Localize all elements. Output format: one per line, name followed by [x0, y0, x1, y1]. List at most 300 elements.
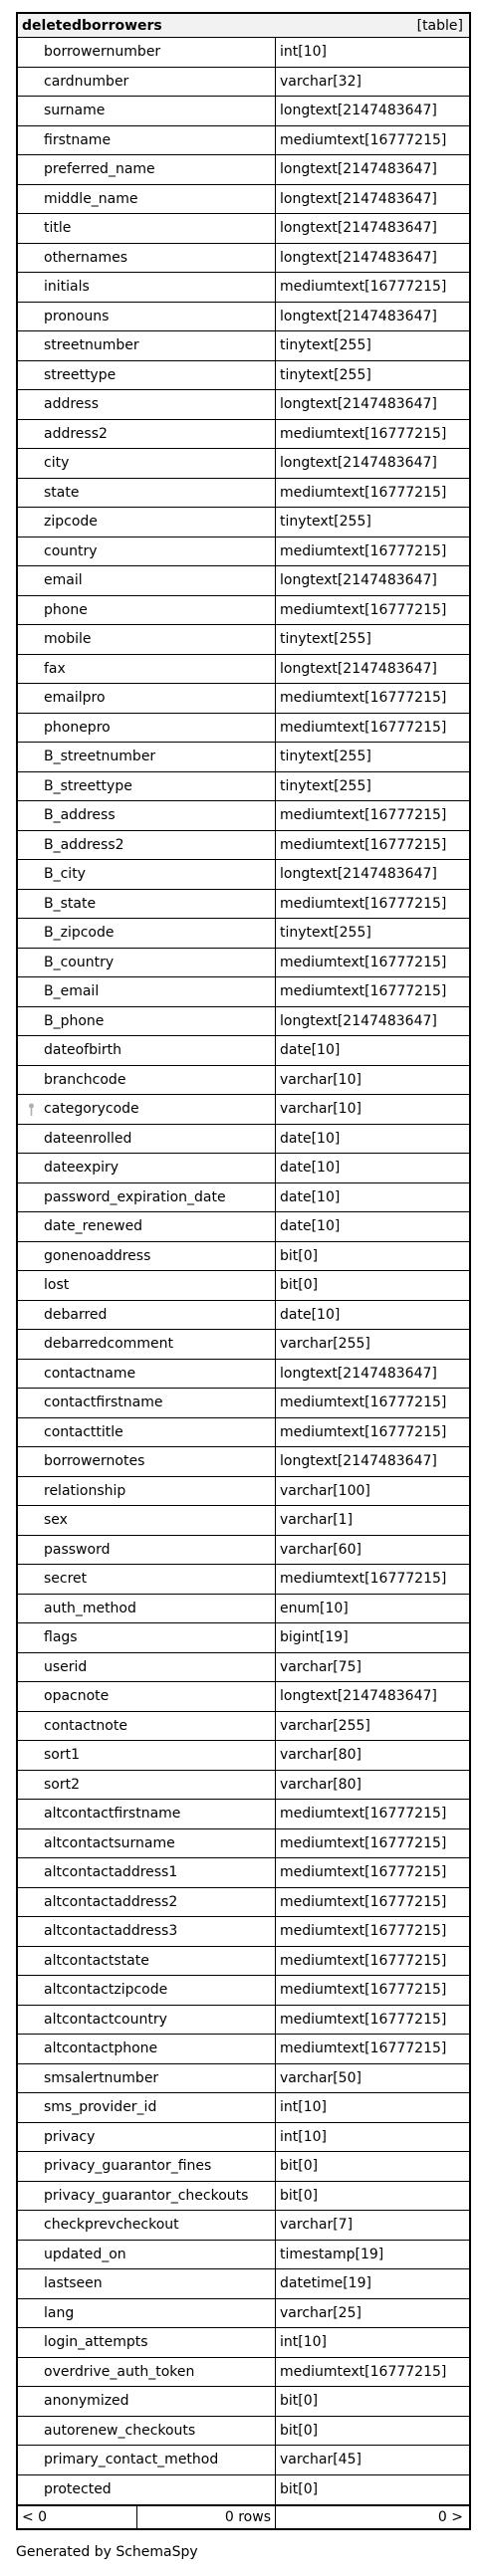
table-row[interactable] [18, 743, 469, 772]
column-type: date[10] [280, 1160, 341, 1177]
table-row[interactable] [18, 625, 469, 655]
column-name-text: B_address2 [44, 836, 124, 853]
column-name [18, 1477, 276, 1506]
table-row[interactable] [18, 537, 469, 567]
column-type: longtext[2147483647] [280, 103, 437, 119]
column-name-text: lost [44, 1277, 70, 1294]
column-name [18, 2006, 276, 2035]
table-row[interactable] [18, 2211, 469, 2241]
column-name-text: fax [44, 660, 66, 677]
column-name [18, 801, 276, 830]
column-name [18, 273, 276, 302]
column-type: varchar[60] [280, 1541, 361, 1558]
column-type: varchar[10] [280, 1101, 361, 1118]
column-name-text: smsalertnumber [44, 2069, 159, 2086]
parents-count[interactable]: < 0 [18, 2506, 137, 2528]
table-row[interactable] [18, 831, 469, 861]
table-row[interactable] [18, 1036, 469, 1066]
column-type: mediumtext[16777215] [280, 131, 447, 148]
column-type: bit[0] [280, 1277, 319, 1294]
column-name [18, 1389, 276, 1417]
column-type: mediumtext[16777215] [280, 1864, 447, 1881]
column-name [18, 860, 276, 889]
column-type: mediumtext[16777215] [280, 1395, 447, 1411]
column-name-text: pronouns [44, 308, 110, 324]
table-row[interactable] [18, 1418, 469, 1448]
table-row[interactable] [18, 331, 469, 361]
column-name [18, 2417, 276, 2446]
column-name-text: firstname [44, 131, 112, 148]
column-name-text: surname [44, 103, 106, 119]
table-row[interactable] [18, 2182, 469, 2212]
table-row[interactable] [18, 714, 469, 744]
column-name [18, 97, 276, 125]
column-name-text: preferred_name [44, 161, 155, 178]
column-name-text: streetnumber [44, 337, 139, 354]
column-type: mediumtext[16777215] [280, 1834, 447, 1851]
column-name-text: altcontactcountry [44, 2011, 167, 2028]
table-row[interactable] [18, 977, 469, 1007]
table-name[interactable]: deletedborrowers [22, 17, 162, 34]
column-name-text: mobile [44, 631, 92, 648]
column-name-text: altcontactfirstname [44, 1806, 181, 1823]
column-type: varchar[80] [280, 1747, 361, 1764]
column-type: tinytext[255] [280, 631, 371, 648]
column-type: varchar[7] [280, 2217, 354, 2234]
column-name [18, 1447, 276, 1476]
table-row[interactable] [18, 1242, 469, 1272]
table-row[interactable] [18, 2387, 469, 2417]
column-name-text: B_streetnumber [44, 749, 156, 765]
column-name [18, 1741, 276, 1770]
foreign-key-icon [28, 1103, 35, 1116]
column-name-text: login_attempts [44, 2334, 148, 2351]
column-type: varchar[255] [280, 1336, 370, 1353]
column-name [18, 155, 276, 184]
column-type: varchar[100] [280, 1482, 370, 1499]
column-type: mediumtext[16777215] [280, 690, 447, 707]
column-name [18, 1007, 276, 1036]
table-row[interactable] [18, 420, 469, 450]
table-row[interactable] [18, 1447, 469, 1477]
column-name-text: auth_method [44, 1600, 136, 1616]
table-row[interactable] [18, 801, 469, 831]
column-name [18, 625, 276, 654]
column-name [18, 2358, 276, 2387]
table-row[interactable] [18, 890, 469, 920]
column-name [18, 655, 276, 684]
column-type: longtext[2147483647] [280, 396, 437, 413]
table-row[interactable] [18, 1506, 469, 1536]
table-row[interactable] [18, 68, 469, 98]
table-row[interactable] [18, 1330, 469, 1360]
column-name-text: anonymized [44, 2393, 129, 2410]
column-name [18, 772, 276, 801]
column-name-text: B_city [44, 866, 86, 883]
table-row[interactable] [18, 919, 469, 949]
column-name [18, 2093, 276, 2122]
table-row[interactable] [18, 2006, 469, 2036]
column-type: bit[0] [280, 2158, 319, 2175]
column-name [18, 508, 276, 537]
column-name-text: debarredcomment [44, 1336, 173, 1353]
column-name-text: dateofbirth [44, 1042, 121, 1059]
column-name [18, 420, 276, 449]
column-type: mediumtext[16777215] [280, 2363, 447, 2380]
table-row[interactable] [18, 508, 469, 537]
column-name-text: borrowernotes [44, 1453, 145, 1470]
column-name-text: checkprevcheckout [44, 2217, 179, 2234]
column-name-text: B_streettype [44, 777, 132, 794]
table-row[interactable] [18, 2241, 469, 2270]
column-name [18, 1330, 276, 1359]
table-row[interactable] [18, 97, 469, 126]
children-count[interactable]: 0 > [437, 2509, 463, 2525]
column-name [18, 1623, 276, 1652]
column-type: mediumtext[16777215] [280, 1923, 447, 1940]
column-name-text: contactnote [44, 1717, 127, 1734]
column-type: timestamp[19] [280, 2246, 384, 2262]
column-type: bit[0] [280, 2187, 319, 2204]
column-name-text: categorycode [44, 1101, 139, 1118]
table-row[interactable] [18, 1007, 469, 1037]
table-row[interactable] [18, 185, 469, 215]
column-type: varchar[1] [280, 1512, 354, 1529]
column-name [18, 214, 276, 243]
column-type: mediumtext[16777215] [280, 425, 447, 442]
column-type: tinytext[255] [280, 337, 371, 354]
column-type: mediumtext[16777215] [280, 484, 447, 501]
column-type: bit[0] [280, 1247, 319, 1264]
column-type: longtext[2147483647] [280, 1453, 437, 1470]
column-type: mediumtext[16777215] [280, 1806, 447, 1823]
column-name-text: lang [44, 2304, 75, 2321]
column-list [18, 38, 469, 2504]
column-type: varchar[75] [280, 1658, 361, 1675]
column-name-text: email [44, 572, 83, 589]
column-name [18, 479, 276, 508]
column-type: varchar[32] [280, 73, 361, 90]
table-row[interactable] [18, 1271, 469, 1301]
table-row[interactable] [18, 1653, 469, 1683]
column-name-text: country [44, 542, 98, 559]
column-name [18, 1301, 276, 1330]
column-type: longtext[2147483647] [280, 660, 437, 677]
column-name [18, 2241, 276, 2269]
table-row[interactable] [18, 214, 469, 244]
table-row[interactable] [18, 1800, 469, 1829]
column-type: mediumtext[16777215] [280, 601, 447, 618]
column-name [18, 1858, 276, 1887]
column-name [18, 1917, 276, 1946]
column-name [18, 1506, 276, 1535]
column-name [18, 2269, 276, 2298]
column-name-text: phonepro [44, 719, 111, 736]
column-name [18, 68, 276, 97]
table-row[interactable] [18, 2123, 469, 2153]
column-type: tinytext[255] [280, 366, 371, 383]
table-row[interactable] [18, 1947, 469, 1977]
column-name-text: flags [44, 1629, 78, 1646]
column-name [18, 537, 276, 566]
column-type: bit[0] [280, 2481, 319, 2498]
table-row[interactable] [18, 1888, 469, 1918]
column-name-text: address2 [44, 425, 108, 442]
column-name-text: B_zipcode [44, 925, 115, 942]
column-name-text: contacttitle [44, 1423, 123, 1440]
column-name-text: primary_contact_method [44, 2452, 219, 2469]
column-name [18, 1976, 276, 2005]
column-name-text: zipcode [44, 514, 98, 531]
table-row[interactable] [18, 1858, 469, 1888]
column-type: mediumtext[16777215] [280, 807, 447, 824]
column-type: int[10] [280, 44, 327, 61]
column-name-text: emailpro [44, 690, 106, 707]
table-row[interactable] [18, 655, 469, 685]
table-row[interactable] [18, 1712, 469, 1742]
column-name [18, 2064, 276, 2093]
column-type: longtext[2147483647] [280, 161, 437, 178]
column-name [18, 1183, 276, 1212]
column-type: date[10] [280, 1306, 341, 1323]
table-row[interactable] [18, 2064, 469, 2094]
column-type: date[10] [280, 1218, 341, 1235]
column-name [18, 2035, 276, 2063]
column-name-text: updated_on [44, 2246, 126, 2262]
column-name [18, 2475, 276, 2505]
column-name-text: date_renewed [44, 1218, 143, 1235]
column-name-text: debarred [44, 1306, 108, 1323]
table-row[interactable] [18, 2035, 469, 2064]
column-name [18, 1800, 276, 1828]
column-name-text: dateexpiry [44, 1160, 120, 1177]
column-name-text: privacy_guarantor_checkouts [44, 2187, 249, 2204]
column-name-text: relationship [44, 1482, 126, 1499]
column-type: mediumtext[16777215] [280, 279, 447, 296]
table-row[interactable] [18, 1623, 469, 1653]
column-name [18, 919, 276, 948]
table-row[interactable] [18, 1741, 469, 1771]
table-row[interactable] [18, 684, 469, 714]
column-name [18, 1360, 276, 1389]
table-row[interactable] [18, 1301, 469, 1331]
column-name-text: altcontactzipcode [44, 1982, 168, 1999]
table-row[interactable] [18, 1125, 469, 1155]
column-type: mediumtext[16777215] [280, 719, 447, 736]
column-name [18, 714, 276, 743]
column-name-text: sort2 [44, 1776, 81, 1793]
column-name-text: cardnumber [44, 73, 129, 90]
column-name [18, 1036, 276, 1065]
table-row[interactable] [18, 2269, 469, 2299]
column-type: enum[10] [280, 1600, 349, 1616]
table-row[interactable] [18, 2328, 469, 2358]
table-row[interactable] [18, 772, 469, 802]
column-name-text: altcontactaddress1 [44, 1864, 178, 1881]
column-name [18, 2446, 276, 2474]
column-name [18, 1271, 276, 1300]
table-row[interactable] [18, 1976, 469, 2006]
column-type: longtext[2147483647] [280, 249, 437, 266]
column-name-text: B_country [44, 954, 115, 970]
table-row[interactable] [18, 479, 469, 509]
column-type: mediumtext[16777215] [280, 836, 447, 853]
column-name [18, 1565, 276, 1594]
column-type: longtext[2147483647] [280, 1688, 437, 1705]
table-row[interactable] [18, 2417, 469, 2447]
column-name [18, 2123, 276, 2152]
column-name [18, 126, 276, 155]
column-name-text: gonenoaddress [44, 1247, 151, 1264]
column-name-text: privacy [44, 2128, 96, 2145]
column-type: bigint[19] [280, 1629, 349, 1646]
table-row[interactable] [18, 2446, 469, 2475]
column-name-text: altcontactaddress3 [44, 1923, 178, 1940]
column-name-text: altcontactphone [44, 2040, 158, 2057]
column-name [18, 2211, 276, 2240]
generated-by-label: Generated by SchemaSpy [16, 2544, 198, 2560]
table-row[interactable] [18, 155, 469, 185]
column-name [18, 1888, 276, 1917]
column-type: mediumtext[16777215] [280, 2011, 447, 2028]
column-type: mediumtext[16777215] [280, 542, 447, 559]
column-name-text: protected [44, 2481, 112, 2498]
column-type: int[10] [280, 2099, 327, 2116]
column-type: mediumtext[16777215] [280, 1423, 447, 1440]
table-row[interactable] [18, 361, 469, 391]
column-name [18, 1771, 276, 1800]
table-row[interactable] [18, 860, 469, 890]
table-row[interactable] [18, 1682, 469, 1712]
column-type: date[10] [280, 1130, 341, 1147]
column-type: longtext[2147483647] [280, 220, 437, 237]
column-name [18, 38, 276, 67]
column-name-text: password_expiration_date [44, 1188, 226, 1205]
column-name-text: altcontactsurname [44, 1834, 175, 1851]
column-name [18, 2387, 276, 2416]
column-name [18, 1212, 276, 1241]
column-name [18, 1418, 276, 1447]
column-name-text: othernames [44, 249, 128, 266]
column-name [18, 303, 276, 331]
column-name [18, 1066, 276, 1095]
table-row[interactable] [18, 2152, 469, 2182]
table-row[interactable] [18, 38, 469, 68]
table-row[interactable] [18, 1212, 469, 1242]
column-name-text: B_state [44, 895, 97, 912]
column-name-text: city [44, 455, 70, 472]
column-name [18, 684, 276, 713]
column-name-text: address [44, 396, 100, 413]
table-row[interactable] [18, 303, 469, 332]
column-name [18, 1653, 276, 1682]
column-type: varchar[50] [280, 2069, 361, 2086]
column-name [18, 2328, 276, 2357]
column-name [18, 1829, 276, 1858]
table-row[interactable] [18, 1360, 469, 1390]
table-row[interactable] [18, 1183, 469, 1213]
column-type: bit[0] [280, 2422, 319, 2439]
column-name [18, 743, 276, 771]
table-row[interactable] [18, 566, 469, 596]
column-name-text: sms_provider_id [44, 2099, 157, 2116]
column-type: bit[0] [280, 2393, 319, 2410]
column-name-text: title [44, 220, 72, 237]
table-row[interactable] [18, 449, 469, 479]
table-row[interactable] [18, 2475, 469, 2505]
column-name [18, 1154, 276, 1182]
table-row[interactable] [18, 2358, 469, 2388]
table-row[interactable] [18, 390, 469, 420]
table-kind: [table] [416, 17, 463, 34]
column-name-text: dateenrolled [44, 1130, 132, 1147]
column-type: varchar[45] [280, 2452, 361, 2469]
column-name-text: initials [44, 279, 90, 296]
column-type: int[10] [280, 2334, 327, 2351]
column-type: mediumtext[16777215] [280, 954, 447, 970]
table-row[interactable] [18, 1095, 469, 1125]
column-type: mediumtext[16777215] [280, 1893, 447, 1910]
column-name-text: userid [44, 1658, 88, 1675]
table-row[interactable] [18, 1829, 469, 1859]
column-name [18, 185, 276, 214]
table-row[interactable] [18, 1477, 469, 1507]
table-row[interactable] [18, 244, 469, 274]
column-name-text: borrowernumber [44, 44, 161, 61]
table-footer [18, 2504, 469, 2528]
column-type: varchar[25] [280, 2304, 361, 2321]
column-type: tinytext[255] [280, 514, 371, 531]
column-type: longtext[2147483647] [280, 1012, 437, 1029]
table-row[interactable] [18, 1536, 469, 1566]
column-type: longtext[2147483647] [280, 866, 437, 883]
column-name [18, 2299, 276, 2328]
column-type: tinytext[255] [280, 925, 371, 942]
column-name-text: altcontactaddress2 [44, 1893, 178, 1910]
table-row[interactable] [18, 1389, 469, 1418]
column-type: longtext[2147483647] [280, 572, 437, 589]
column-name-text: autorenew_checkouts [44, 2422, 196, 2439]
column-name [18, 361, 276, 390]
column-name [18, 244, 276, 273]
row-count: 0 rows [137, 2506, 276, 2528]
column-type: int[10] [280, 2128, 327, 2145]
column-name [18, 449, 276, 478]
table-row[interactable] [18, 949, 469, 978]
column-name [18, 596, 276, 625]
column-name-text: sex [44, 1512, 68, 1529]
column-name-text: state [44, 484, 80, 501]
table-row[interactable] [18, 1771, 469, 1801]
column-type: longtext[2147483647] [280, 455, 437, 472]
column-name-text: lastseen [44, 2275, 103, 2292]
column-type: varchar[10] [280, 1071, 361, 1088]
table-row[interactable] [18, 596, 469, 626]
table-row[interactable] [18, 1066, 469, 1096]
column-type: date[10] [280, 1188, 341, 1205]
table-row[interactable] [18, 1595, 469, 1624]
column-type: datetime[19] [280, 2275, 371, 2292]
table-row[interactable] [18, 1154, 469, 1183]
column-name [18, 390, 276, 419]
table-row[interactable] [18, 273, 469, 303]
table-row[interactable] [18, 1565, 469, 1595]
table-row[interactable] [18, 1917, 469, 1947]
table-row[interactable] [18, 126, 469, 156]
column-name [18, 1536, 276, 1565]
table-row[interactable] [18, 2093, 469, 2123]
table-row[interactable] [18, 2299, 469, 2329]
